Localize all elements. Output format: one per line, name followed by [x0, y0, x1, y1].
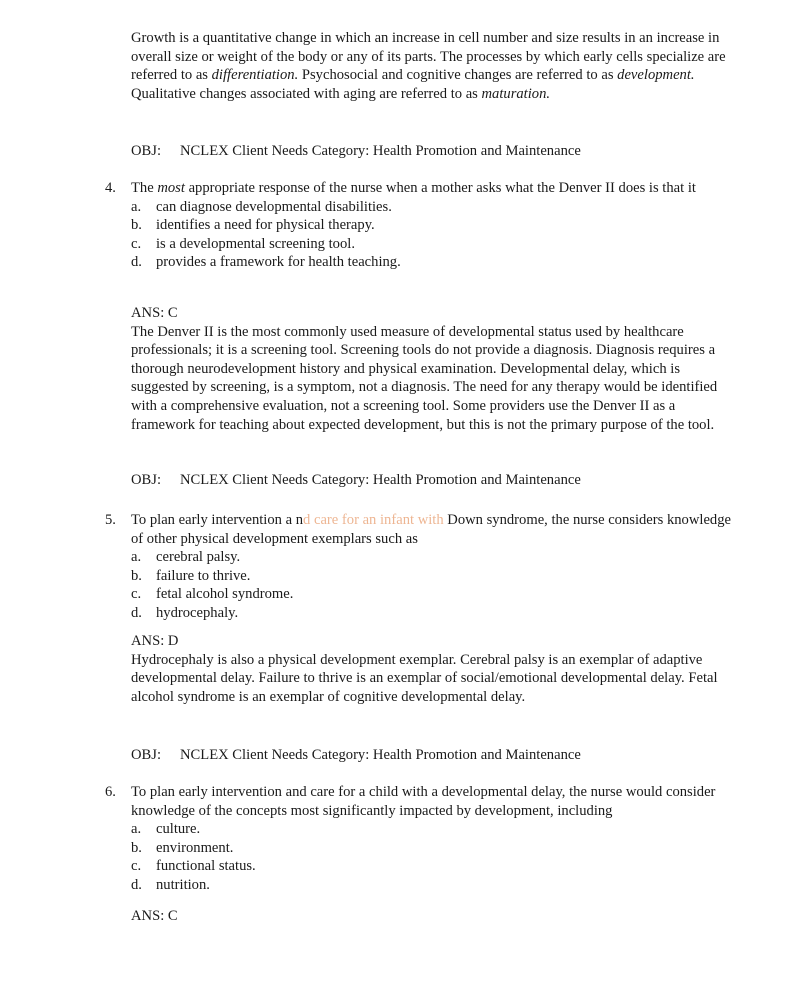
obj-text: NCLEX Client Needs Category: Health Promotion and Maintenance — [180, 472, 581, 488]
question-number: 6. — [105, 784, 116, 800]
term-development: development. — [617, 67, 695, 84]
answer-block-6 — [131, 907, 731, 926]
question-4 — [105, 179, 735, 272]
option-a: a. culture. — [131, 821, 201, 838]
option-c: c. is a developmental screening tool. — [131, 235, 355, 252]
question-number: 5. — [105, 512, 116, 528]
emphasis-most: most — [157, 180, 185, 196]
answer-options — [131, 198, 735, 272]
obj-label: OBJ: — [131, 747, 162, 763]
question-stem: To plan early intervention a nd care for an infant with Down syndrome, the nurse considers knowledge of other physical development exemplars such as — [131, 512, 731, 547]
option-d: d. provides a framework for health teaching. — [131, 254, 401, 271]
question-number: 4. — [105, 180, 116, 196]
option-d: d. nutrition. — [131, 876, 210, 893]
question-stem: The most appropriate response of the nurse when a mother asks what the Denver II does is that it — [131, 180, 696, 196]
option-a: a. cerebral palsy. — [131, 549, 241, 566]
term-maturation: maturation. — [481, 85, 551, 102]
answer-key: ANS: C — [131, 908, 178, 924]
term-differentiation: differentiation. — [211, 67, 299, 84]
option-d: d. hydrocephaly. — [131, 604, 239, 621]
answer-options — [131, 820, 735, 894]
option-b: b. environment. — [131, 839, 234, 856]
option-c: c. fetal alcohol syndrome. — [131, 586, 294, 603]
option-c: c. functional status. — [131, 858, 256, 875]
objective-line-3 — [131, 142, 581, 161]
answer-key: ANS: C — [131, 305, 178, 321]
answer-block-4 — [131, 304, 731, 434]
answer-key: ANS: D — [131, 633, 179, 649]
answer-rationale: The Denver II is the most commonly used measure of developmental status used by healthcare professionals; it is a screening tool. Screening tools do not provide a diagnosis. Diagnosis requires a thorough neurodevelopment history and physical examination. Developmental delay, which is suggested by screening, is a symptom, not a diagnosis. The need for any therapy would be identified with a comprehensive evaluation, not a screening tool. Some providers use the Denver II as a framework for teaching about expected development, but this is not the primary purpose of the tool. — [131, 323, 718, 433]
answer-block-5 — [131, 632, 731, 706]
option-a: a. can diagnose developmental disabilities. — [131, 198, 392, 215]
objective-line-4 — [131, 471, 581, 490]
obj-label: OBJ: — [131, 143, 162, 159]
answer-options — [131, 548, 735, 622]
objective-line-5 — [131, 746, 581, 765]
option-b: b. failure to thrive. — [131, 567, 251, 584]
obj-text: NCLEX Client Needs Category: Health Promotion and Maintenance — [180, 143, 581, 159]
option-b: b. identifies a need for physical therapy. — [131, 217, 375, 234]
question-6 — [105, 783, 735, 895]
intro-rationale: Growth is a quantitative change in which an increase in cell number and size results in an increase in overall size or weight of the body or any of its parts. The processes by which early cells specialize are referred to as differentiation. Psychosocial and cognitive changes are referred to as development. Qualitative changes associated with aging are referred to as maturation. — [131, 30, 726, 102]
obj-text: NCLEX Client Needs Category: Health Promotion and Maintenance — [180, 747, 581, 763]
watermark-overlay: d care for an infant with — [303, 512, 444, 528]
answer-rationale: Hydrocephaly is also a physical development exemplar. Cerebral palsy is an exemplar of adaptive developmental delay. Failure to thrive is an exemplar of social/emotional developmental delay. Fetal alcohol syndrome is an exemplar of cognitive developmental delay. — [131, 651, 718, 705]
obj-label: OBJ: — [131, 472, 162, 488]
question-5 — [105, 511, 735, 623]
question-stem: To plan early intervention and care for a child with a developmental delay, the nurse would consider knowledge of the concepts most significantly impacted by development, including — [131, 784, 716, 819]
